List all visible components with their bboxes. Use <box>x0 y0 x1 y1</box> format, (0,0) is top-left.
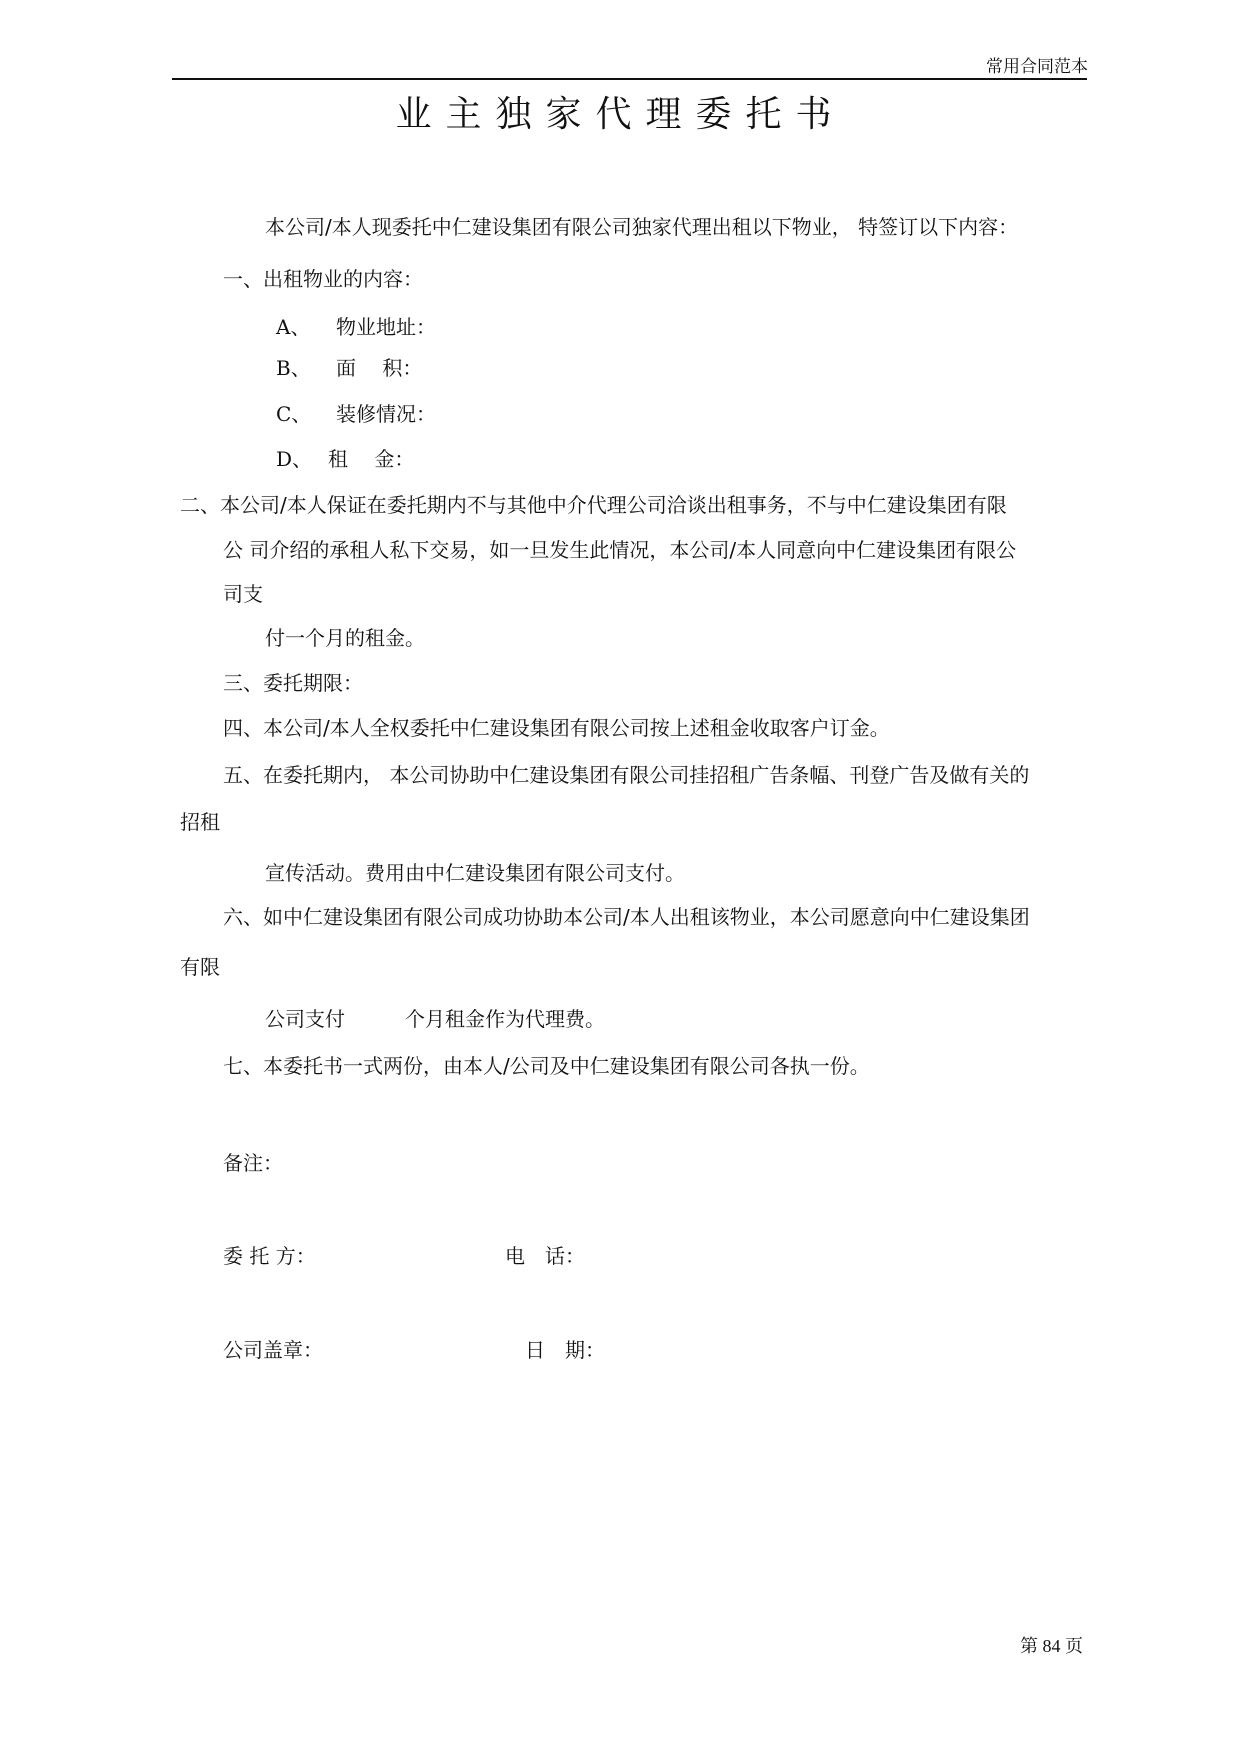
section6-line3 <box>265 1003 605 1032</box>
section2-line4: 付一个月的租金。 <box>265 626 425 650</box>
item-label: 面 积： <box>336 356 423 380</box>
section6-line2: 有限 <box>180 955 220 979</box>
section2-line2: 公 司介绍的承租人私下交易，如一旦发生此情况，本公司/本人同意向中仁建设集团有限公 <box>223 538 1017 562</box>
section5-line2: 招租 <box>180 810 220 834</box>
page-number: 第 84 页 <box>1020 1636 1083 1656</box>
document-title: 业主独家代理委托书 <box>395 94 846 135</box>
section6-line3-start: 公司支付 <box>265 1007 345 1031</box>
date-label: 日 期： <box>525 1338 605 1362</box>
principal-label: 委 托 方： <box>223 1244 316 1268</box>
item-marker: B、 <box>276 356 311 380</box>
item-marker: D、 <box>276 447 313 471</box>
header-rule <box>172 78 1087 80</box>
item-label: 物业地址： <box>336 315 436 339</box>
section6-line3-end: 个月租金作为代理费。 <box>405 1007 605 1031</box>
company-seal-label: 公司盖章： <box>223 1338 323 1362</box>
intro-paragraph: 本公司/本人现委托中仁建设集团有限公司独家代理出租以下物业， 特签订以下内容： <box>265 215 1019 239</box>
section1-item-a <box>276 311 436 340</box>
section1-item-b <box>276 352 422 381</box>
remarks-label: 备注： <box>223 1151 283 1175</box>
section3-line: 三、委托期限： <box>223 671 363 695</box>
header-label: 常用合同范本 <box>986 57 1088 77</box>
section1-item-c <box>276 398 436 427</box>
phone-label: 电 话： <box>505 1244 585 1268</box>
item-label: 租 金： <box>328 447 415 471</box>
section2-line3: 司支 <box>223 582 263 606</box>
item-marker: A、 <box>276 315 311 339</box>
section1-heading: 一、出租物业的内容： <box>223 267 423 291</box>
item-marker: C、 <box>276 402 312 426</box>
section5-line3: 宣传活动。费用由中仁建设集团有限公司支付。 <box>265 861 685 885</box>
section5-line1: 五、在委托期内， 本公司协助中仁建设集团有限公司挂招租广告条幅、刊登广告及做有关的 <box>223 763 1030 787</box>
section2-line1: 二、本公司/本人保证在委托期内不与其他中介代理公司洽谈出租事务，不与中仁建设集团有限 <box>180 493 1007 517</box>
section7-line: 七、本委托书一式两份，由本人/公司及中仁建设集团有限公司各执一份。 <box>223 1054 870 1078</box>
item-label: 装修情况： <box>336 402 436 426</box>
section6-line1: 六、如中仁建设集团有限公司成功协助本公司/本人出租该物业，本公司愿意向中仁建设集团 <box>223 905 1030 929</box>
section1-item-d <box>276 443 414 472</box>
section4-line: 四、本公司/本人全权委托中仁建设集团有限公司按上述租金收取客户订金。 <box>223 716 890 740</box>
